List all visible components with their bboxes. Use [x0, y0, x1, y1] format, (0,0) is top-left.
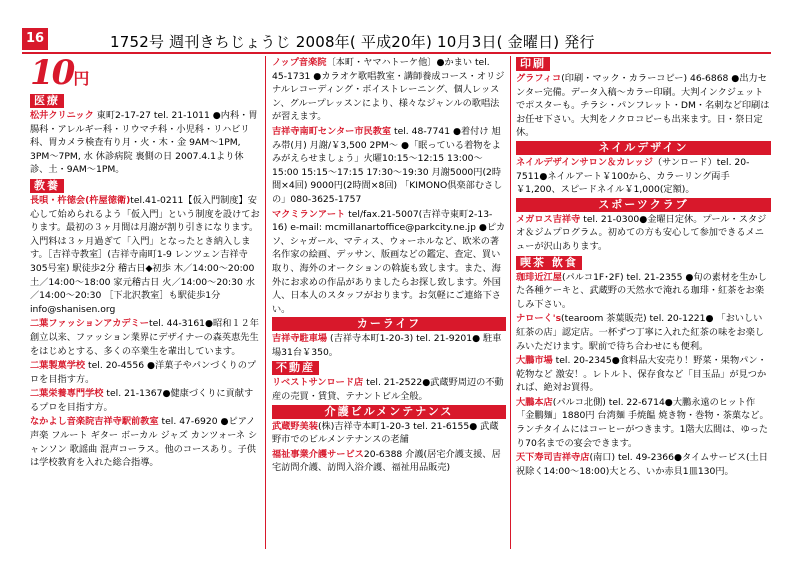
right-column — [516, 56, 771, 549]
listing-body: tel. 44-3161●昭和１２年創立以来、ファッション業界にデザイナーの森英恵先生をはじめとする、多くの卒業生を輩出しています。 — [30, 318, 259, 357]
listing — [272, 332, 506, 359]
listing-name[interactable]: 二葉製菓学校 — [30, 360, 86, 372]
listing-name[interactable]: 福祉事業介護サービス — [272, 448, 364, 460]
header-divider — [22, 52, 771, 54]
column-divider-1 — [265, 56, 266, 549]
listing — [516, 354, 771, 395]
listing — [272, 420, 506, 447]
listing — [30, 415, 260, 469]
category-cafe-dining: 喫茶 飲食 — [516, 256, 582, 270]
listing-name[interactable]: 二葉栄養専門学校 — [30, 388, 104, 400]
listing — [516, 156, 771, 197]
category-nail-design: ネイルデザイン — [516, 141, 771, 155]
listing-name[interactable]: ナローく's — [516, 313, 562, 325]
listing-name[interactable]: 松井クリニック — [30, 110, 94, 121]
listing-name[interactable]: 吉祥寺駐車場 — [272, 333, 328, 345]
listing-name[interactable]: 大鵬市場 — [516, 355, 553, 367]
listing — [30, 387, 260, 414]
listing — [272, 56, 506, 124]
listing-name[interactable]: 大鵬本店 — [516, 396, 553, 408]
price-unit: 円 — [73, 69, 90, 88]
listing-body: (パルコ1F･2F) tel. 21-2355 ●旬の素材を生かした各種ケーキと、武蔵野の天然水で淹れる珈琲・紅茶をお楽しみ下さい。 — [516, 271, 767, 310]
listing-body: tel. 20-4556 ●洋菓子やパンづくりのプロを目指す方。 — [30, 360, 257, 385]
listing-name[interactable]: 珈琲近江屋 — [516, 271, 562, 283]
listing-name[interactable]: 天下寿司吉祥寺店 — [516, 452, 590, 464]
category-car-life: カーライフ — [272, 317, 506, 331]
listing — [272, 448, 506, 475]
listing-body: (株)吉祥寺本町1-20-3 tel. 21-6155● 武蔵野市でのビルメンテナンスの老舗 — [272, 420, 499, 446]
listing — [30, 109, 260, 177]
category-sports-club: スポーツクラブ — [516, 198, 771, 212]
listing — [30, 317, 260, 358]
listing — [30, 194, 260, 316]
listing-body: 東町2-17-27 tel. 21-1011 ●内科・胃腸科・アレルギー科・リウマチ科・小児科・リハビリ科、胃カメラ検査有り月・火・木・金 9AM〜1PM, 3PM〜7PM, 水 休診病院 裏側の日 2007.4.1より休診、土・9AM〜1PM。 — [30, 110, 258, 176]
listing-body: (吉祥寺本町1-20-3) tel. 21-9201● 駐車場31台￥350。 — [272, 333, 502, 358]
listing-body: 20-6388 介護(居宅介護支援、居宅訪問介護、訪問入浴介護、福祉用品販売) — [272, 448, 501, 474]
listing — [516, 312, 771, 353]
listing-body: (tearoom 茶葉販売) tel. 20-1221● 「おいしい紅茶の店」認定店。一杯ずつ丁寧に入れた紅茶の味をお楽しみいただけます。駅前で待ち合わせにも便利。 — [516, 313, 765, 352]
listing-body: tel. 21-0300●金曜日定休。プール・スタジオ＆ジムプログラム。初めての方も安心して参加できるメニューが沢山あります。 — [516, 213, 767, 252]
listing-body: tel. 21-2522●武蔵野周辺の不動産の売買・賃貸、テナントビル全般。 — [272, 377, 504, 403]
listing-body: (南口) tel. 49-2366●タイムサービス(土日祝除く14:00〜18:00)大とろ、いか赤貝1皿130円。 — [516, 452, 768, 477]
category-building-maintenance: 介護ビルメンテナンス — [272, 405, 506, 419]
listing-name[interactable]: リベストサンロード店 — [272, 377, 364, 389]
listing — [516, 213, 771, 254]
listing-name[interactable]: 長唄・杵徳会(杵屋徳衛) — [30, 194, 131, 206]
listing — [516, 451, 771, 478]
listing-body: (パルコ北側) tel. 22-6714●大鵬永遠のヒット作「金鵬麺」1880円 台湾麺 手焼饂 焼き物・巻物・茶菓など。ランチタイムにはコーヒーがつきます。1階大広間は、ゆったり70名までの宴会できます。 — [516, 396, 769, 449]
listing-body: 〔本町・ヤマハトーケ他〕●かまい tel. 45-1731 ●カラオケ歌唱教室・講師養成コース・オリジナルレコーディング・ボイストレーニング、個人レッスン、グループレッスンにより、様々なジャンルの歌唱法が習えます。 — [272, 57, 505, 123]
listing-name[interactable]: マクミランアート — [272, 208, 346, 220]
listing-body: tel.41-0211【仮入門制度】安心して始められるよう「仮入門」という制度を設けております。最初の３ヶ月間は月謝が割り引きになります。入門料は３ヶ月過ぎて「入門」となったとき納入します。［吉祥寺教室］(吉祥寺南町1-9 レンツェン吉祥寺305号室) 駅徒歩2分 稽古日◆初歩 木／14:00〜20:00 土／14:00〜18:00 家元稽古日 火／14:00〜20:30 水／14:00〜20:30 ［下北沢教室］も駅徒歩1分 info@shanisen.org — [30, 194, 260, 315]
left-column — [30, 56, 260, 549]
listing — [516, 396, 771, 450]
listing-name[interactable]: ノップ音楽院 — [272, 57, 327, 68]
listing — [30, 359, 260, 386]
listing — [272, 376, 506, 403]
price-amount: 10 — [30, 56, 74, 93]
listing-body: tel. 20-2345●食料品大安売り！野菜・果物パン・乾物など 激安！。レトルト、保存食など「目玉品」が見つかれば、絶対お買得。 — [516, 355, 767, 394]
listing-body: (印刷・マック・カラーコピー) 46-6868 ●出力センター完備。データ入稿〜カラー印刷。大判インクジェットでポスターも。チラシ・パンフレット・DM・名刺など印刷はお任せ下さい。大判をノクロコピーも出来ます。日・祭日定休。 — [516, 73, 770, 139]
listing-name[interactable]: 二葉ファッションアカデミー — [30, 318, 149, 330]
category-medical: 医療 — [30, 94, 64, 108]
price-label — [30, 56, 260, 92]
listing-name[interactable]: メガロス吉祥寺 — [516, 213, 581, 225]
category-print: 印刷 — [516, 57, 550, 71]
listing-body: tel/fax.21-5007(吉祥寺東町2-13-16) e-mail: mcmillanartoffice@parkcity.ne.jp ●ピカソ、シャガール、マティス、ウォーホルなど、欧米の著名作家の絵画、デッサン、版画などの鑑定、査定、買い取り、海外のオークションの斡旋も致します。また、海外にお求めの作品がありましたらお探し致します。外国人、日本人のスタッフがおります。お気軽にご連絡下さい。 — [272, 208, 506, 315]
listing-name[interactable]: なかよし音楽院吉祥寺駅前教室 — [30, 416, 159, 428]
listing — [272, 208, 506, 317]
listing-body: tel. 47-6920 ●ピアノ 声楽 フルート ギター ボーカル ジャズ カンツォーネ シャンソン 歌謡曲 混声コーラス。他のコースあり。子供は学校教育を入れた総合指導。 — [30, 416, 258, 469]
listing-name[interactable]: ネイルデザインサロン＆カレッジ — [516, 156, 653, 168]
listing-body: （サンロード）tel. 20-7511●ネイルアート￥100から、カラーリング両手￥1,200、スピードネイル￥1,000(定額)。 — [516, 156, 750, 196]
page-header-title: 1752号 週刊きちじょうじ 2008年( 平成20年) 10月3日( 金曜日) 発行 — [110, 33, 595, 51]
listing-name[interactable]: 武蔵野美装 — [272, 420, 318, 432]
listing — [516, 271, 771, 312]
listing — [516, 72, 771, 140]
listing — [272, 125, 506, 207]
middle-column — [272, 56, 506, 549]
listing-body: tel. 21-1367●健康づくりに貢献するプロを目指す方。 — [30, 388, 254, 413]
listing-name[interactable]: グラフィコ — [516, 73, 562, 84]
listing-name[interactable]: 吉祥寺南町センター市民教室 — [272, 125, 392, 137]
page-number-badge: 16 — [22, 28, 48, 50]
column-divider-2 — [510, 56, 511, 549]
category-real-estate: 不動産 — [272, 361, 319, 375]
category-education: 教養 — [30, 179, 64, 193]
listing-body: tel. 48-7741 ●着付け 旭み帯(月) 月謝/￥3,500 2PM〜 ●「眠っている着物をよみがえらせましょう」火曜10:15〜12:15 13:00〜15:00 15:15〜17:15 17:30〜19:30 月謝5000円(2時間×4回) 9000円(2時間×8回) 「KIMONO倶楽部むさしの」080-3625-1757 — [272, 125, 503, 205]
